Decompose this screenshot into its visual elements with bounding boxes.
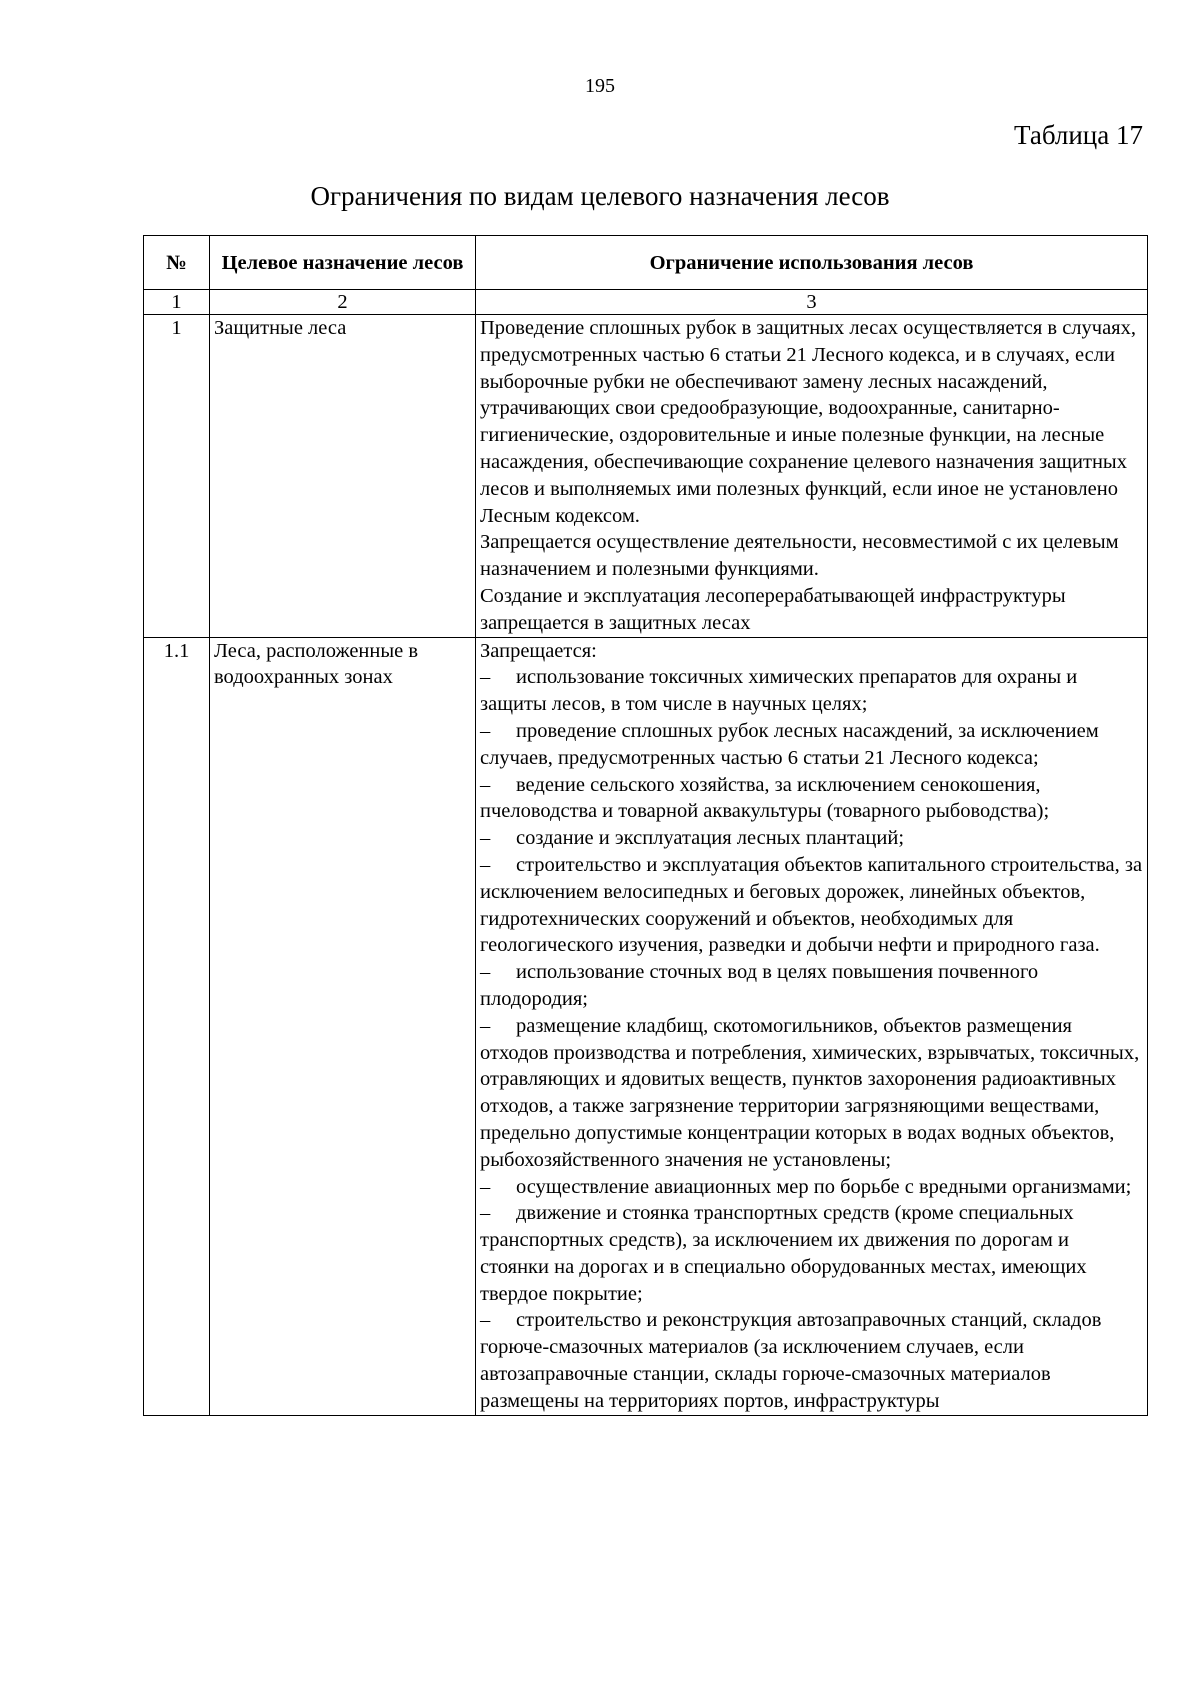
restriction-paragraph: Создание и эксплуатация лесоперерабатывающей инфраструктуры запрещается в защитных лесах xyxy=(480,584,1066,634)
table-label: Таблица 17 xyxy=(1014,120,1143,150)
dash-marker: – xyxy=(480,666,491,689)
bullet-text: движение и стоянка транспортных средств (кроме специальных транспортных средств), за исключением их движения по дорогам и стоянки на дорогах и в специально оборудованных местах, имеющих твердое покрытие; xyxy=(480,1202,1087,1305)
row-number: 1 xyxy=(144,315,210,638)
dash-marker: – xyxy=(480,1014,491,1037)
table-row xyxy=(144,637,1148,1415)
bullet-text: размещение кладбищ, скотомогильников, объектов размещения отходов производства и потребления, химических, взрывчатых, токсичных, отравляющих и ядовитых веществ, пунктов захоронения радиоактивных отходов, а также загрязнение территории загрязняющими веществами, предельно допустимые концентрации которых в водах водных объектов, рыбохозяйственного значения не установлены; xyxy=(480,1014,1140,1171)
bullet-text: строительство и эксплуатация объектов капитального строительства, за исключением велосипедных и беговых дорожек, линейных объектов, гидротехнических сооружений и объектов, необходимых для геологического изучения, разведки и добычи нефти и природного газа. xyxy=(480,853,1143,957)
table-header-row xyxy=(144,236,1148,290)
restriction-bullet xyxy=(480,1307,1143,1414)
row-number: 1.1 xyxy=(144,637,210,1415)
column-number-1: 1 xyxy=(144,290,210,315)
bullet-text: использование токсичных химических препаратов для охраны и защиты лесов, в том числе в научных целях; xyxy=(480,666,1078,716)
header-restriction: Ограничение использования лесов xyxy=(476,236,1148,290)
restriction-bullet xyxy=(480,959,1143,1013)
row-purpose: Защитные леса xyxy=(210,315,476,638)
dash-marker: – xyxy=(480,773,491,796)
restriction-bullet xyxy=(480,1174,1143,1201)
restriction-intro: Запрещается: xyxy=(480,639,597,662)
row-restriction xyxy=(476,637,1148,1415)
bullet-text: ведение сельского хозяйства, за исключением сенокошения, пчеловодства и товарной аквакультуры (товарного рыбоводства); xyxy=(480,773,1050,823)
restriction-paragraph: Проведение сплошных рубок в защитных лесах осуществляется в случаях, предусмотренных частью 6 статьи 21 Лесного кодекса, и в случаях, если выборочные рубки не обеспечивают замену лесных насаждений, утрачивающих свои средообразующие, водоохранные, санитарно-гигиенические, оздоровительные и иные полезные функции, на лесные насаждения, обеспечивающие сохранение целевого назначения защитных лесов и выполняемых ими полезных функций, если иное не установлено Лесным кодексом. xyxy=(480,317,1136,527)
bullet-text: осуществление авиационных мер по борьбе с вредными организмами; xyxy=(516,1175,1132,1198)
dash-marker: – xyxy=(480,853,491,876)
column-number-2: 2 xyxy=(210,290,476,315)
dash-marker: – xyxy=(480,827,491,850)
restriction-bullet xyxy=(480,852,1143,959)
column-number-3: 3 xyxy=(476,290,1148,315)
bullet-text: проведение сплошных рубок лесных насаждений, за исключением случаев, предусмотренных частью 6 статьи 21 Лесного кодекса; xyxy=(480,719,1099,769)
restriction-paragraph: Запрещается осуществление деятельности, несовместимой с их целевым назначением и полезными функциями. xyxy=(480,531,1119,581)
dash-marker: – xyxy=(480,1202,491,1225)
page-number: 195 xyxy=(585,75,615,97)
header-number: № xyxy=(144,236,210,290)
table-title: Ограничения по видам целевого назначения лесов xyxy=(310,181,890,211)
restrictions-table xyxy=(143,235,1148,1416)
row-restriction xyxy=(476,315,1148,638)
restriction-bullet xyxy=(480,825,1143,852)
restriction-bullet xyxy=(480,772,1143,826)
restriction-bullet xyxy=(480,1013,1143,1174)
bullet-text: использование сточных вод в целях повышения почвенного плодородия; xyxy=(480,961,1039,1010)
table-row xyxy=(144,315,1148,638)
bullet-text: строительство и реконструкция автозаправочных станций, складов горюче-смазочных материалов (за исключением случаев, если автозаправочные станции, склады горюче-смазочных материалов размещены на территориях портов, инфраструктуры xyxy=(480,1309,1102,1412)
restriction-bullet xyxy=(480,1200,1143,1307)
restriction-bullet xyxy=(480,664,1143,718)
dash-marker: – xyxy=(480,1309,491,1332)
column-number-row xyxy=(144,290,1148,315)
header-purpose: Целевое назначение лесов xyxy=(210,236,476,290)
dash-marker: – xyxy=(480,1175,491,1198)
row-purpose: Леса, расположенные в водоохранных зонах xyxy=(210,637,476,1415)
restriction-bullet xyxy=(480,718,1143,772)
dash-marker: – xyxy=(480,719,491,742)
bullet-text: создание и эксплуатация лесных плантаций; xyxy=(516,827,905,850)
dash-marker: – xyxy=(480,961,491,984)
